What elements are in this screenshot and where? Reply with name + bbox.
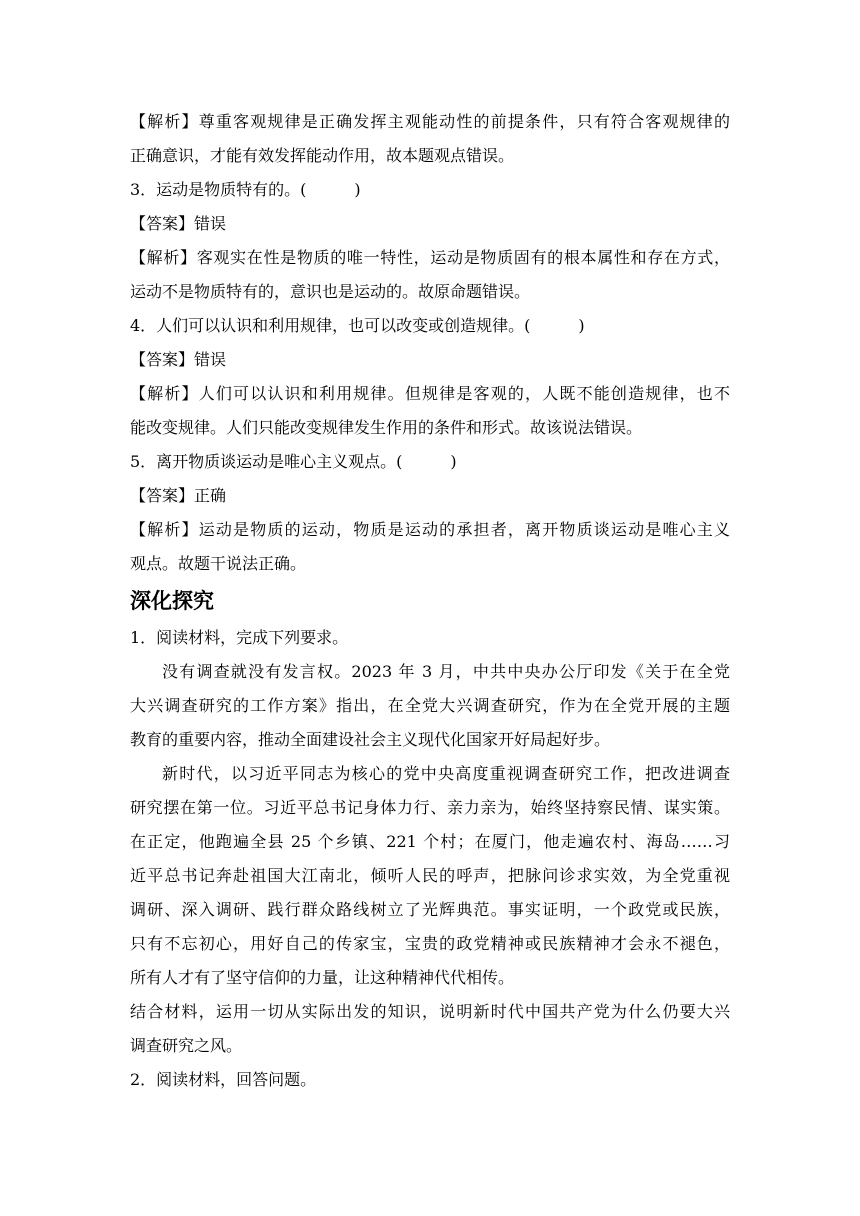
question-4: 4．人们可以认识和利用规律，也可以改变或创造规律。( ) (130, 316, 585, 335)
question-3: 3．运动是物质特有的。( ) (130, 180, 361, 199)
material-p2-line5: 调研、深入调研、践行群众路线树立了光辉典范。事实证明，一个政党或民族， (130, 900, 730, 919)
analysis-q5-line1: 【解析】运动是物质的运动，物质是运动的承担者，离开物质谈运动是唯心主义 (130, 520, 730, 539)
requirement-line1: 结合材料，运用一切从实际出发的知识，说明新时代中国共产党为什么仍要大兴 (130, 1002, 730, 1021)
material-p2-line4: 近平总书记奔赴祖国大江南北，倾听人民的呼声，把脉问诊求实效，为全党重视 (130, 866, 730, 885)
material-p2-line7: 所有人才有了坚守信仰的力量，让这种精神代代相传。 (130, 968, 515, 987)
deep-question-2: 2．阅读材料，回答问题。 (130, 1070, 317, 1089)
material-p2-line3: 在正定，他跑遍全县 25 个乡镇、221 个村；在厦门，他走遍农村、海岛……习 (130, 832, 730, 851)
analysis-q5-line2: 观点。故题干说法正确。 (130, 554, 307, 573)
analysis-q4-line2: 能改变规律。人们只能改变规律发生作用的条件和形式。故该说法错误。 (130, 418, 643, 437)
section-heading: 深化探究 (130, 589, 214, 613)
analysis-q3-line2: 运动不是物质特有的，意识也是运动的。故原命题错误。 (130, 282, 531, 301)
analysis-q2-line1: 【解析】尊重客观规律是正确发挥主观能动性的前提条件，只有符合客观规律的 (130, 112, 730, 131)
analysis-q2-line2: 正确意识，才能有效发挥能动作用，故本题观点错误。 (130, 146, 515, 165)
answer-q4: 【答案】错误 (130, 350, 227, 369)
material-p2-line6: 只有不忘初心，用好自己的传家宝，宝贵的政党精神或民族精神才会永不褪色， (130, 934, 730, 953)
material-p1-line3: 教育的重要内容，推动全面建设社会主义现代化国家开好局起好步。 (130, 730, 611, 749)
material-p1-line2: 大兴调查研究的工作方案》指出，在全党大兴调查研究，作为在全党开展的主题 (130, 696, 730, 715)
material-p2-line2: 研究摆在第一位。习近平总书记身体力行、亲力亲为，始终坚持察民情、谋实策。 (130, 798, 730, 817)
answer-q5: 【答案】正确 (130, 486, 227, 505)
question-5: 5．离开物质谈运动是唯心主义观点。( ) (130, 452, 457, 471)
analysis-q4-line1: 【解析】人们可以认识和利用规律。但规律是客观的，人既不能创造规律，也不 (130, 384, 730, 403)
deep-question-1: 1．阅读材料，完成下列要求。 (130, 628, 349, 647)
requirement-line2: 调查研究之风。 (130, 1036, 243, 1055)
material-p2-line1: 新时代，以习近平同志为核心的党中央高度重视调查研究工作，把改进调查 (162, 764, 730, 783)
analysis-q3-line1: 【解析】客观实在性是物质的唯一特性，运动是物质固有的根本属性和存在方式， (130, 248, 730, 267)
material-p1-line1: 没有调查就没有发言权。2023 年 3 月，中共中央办公厅印发《关于在全党 (162, 662, 730, 681)
answer-q3: 【答案】错误 (130, 214, 227, 233)
